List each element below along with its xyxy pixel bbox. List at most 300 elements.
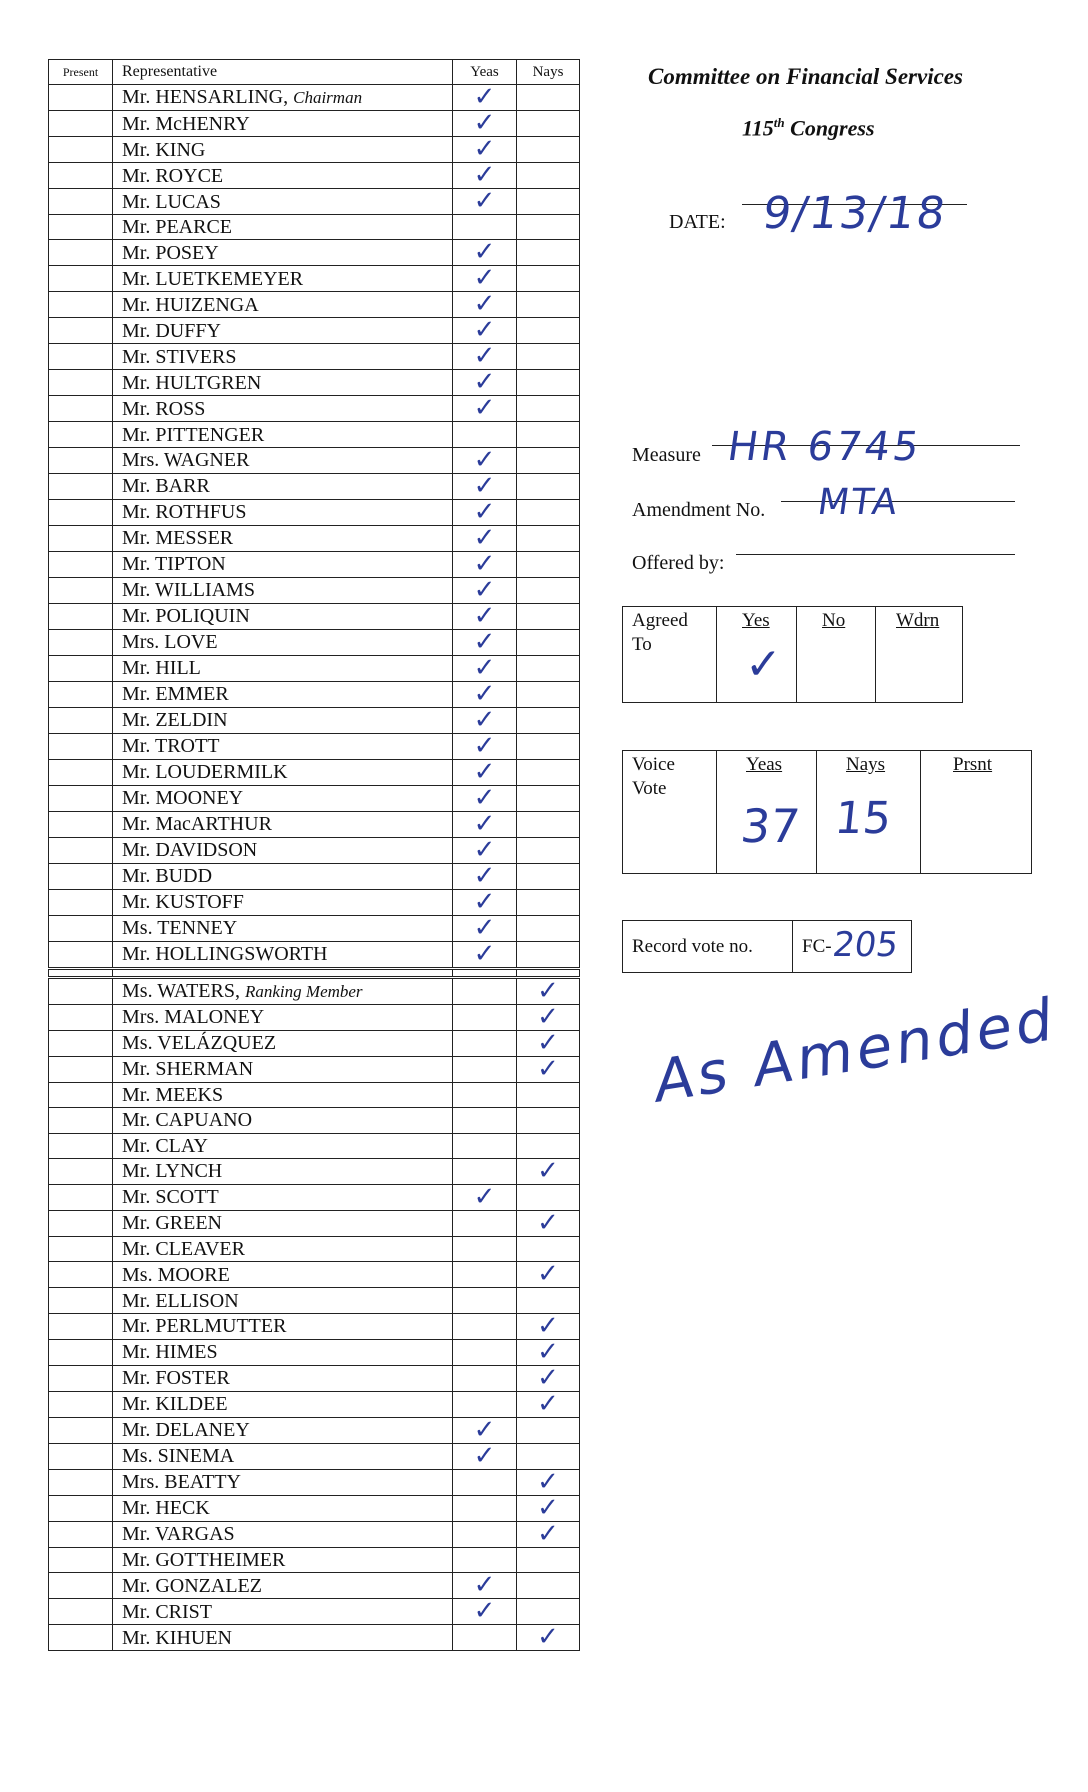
yea-cell[interactable] — [453, 1443, 517, 1469]
representative-name: Mr. GONZALEZ — [122, 1574, 262, 1597]
representative-cell — [113, 681, 453, 707]
present-cell[interactable] — [49, 941, 113, 968]
amendment-value[interactable]: MTA — [815, 482, 902, 523]
voice-label-line2: Vote — [632, 778, 667, 799]
yea-cell[interactable] — [453, 733, 517, 759]
yea-cell[interactable] — [453, 344, 517, 370]
present-cell[interactable] — [49, 163, 113, 189]
nay-cell[interactable] — [517, 811, 580, 837]
representative-cell — [113, 1210, 453, 1236]
yea-check-mark: ✓ — [473, 577, 496, 604]
agreed-yes-check: ✓ — [745, 639, 782, 690]
yea-check-mark: ✓ — [473, 551, 496, 578]
nay-cell[interactable] — [517, 447, 580, 473]
yea-cell[interactable] — [453, 499, 517, 525]
nay-cell[interactable] — [517, 1108, 580, 1133]
representative-name: Mr. ROYCE — [122, 164, 224, 187]
present-cell[interactable] — [49, 1030, 113, 1056]
table-row — [49, 863, 580, 889]
yea-cell[interactable] — [453, 1495, 517, 1521]
representative-name: Mrs. BEATTY — [122, 1471, 241, 1494]
nay-cell[interactable] — [517, 1625, 580, 1651]
nay-cell[interactable] — [517, 85, 580, 111]
nay-cell[interactable] — [517, 189, 580, 215]
nay-cell[interactable] — [517, 1133, 580, 1158]
representative-cell — [113, 603, 453, 629]
yea-cell[interactable] — [453, 1108, 517, 1133]
representative-name: Mr. ZELDIN — [122, 709, 228, 732]
present-cell[interactable] — [49, 1547, 113, 1572]
representative-cell — [113, 266, 453, 292]
nay-cell[interactable] — [517, 163, 580, 189]
representative-cell — [113, 707, 453, 733]
nay-cell[interactable] — [517, 1184, 580, 1210]
agreed-no-label: No — [822, 610, 846, 631]
present-cell[interactable] — [49, 811, 113, 837]
nay-cell[interactable] — [517, 733, 580, 759]
table-row — [49, 655, 580, 681]
nay-cell[interactable] — [517, 551, 580, 577]
handwritten-note: As Amended — [654, 983, 1057, 1117]
nay-check-mark: ✓ — [537, 1261, 559, 1288]
nay-cell[interactable] — [517, 1469, 580, 1495]
yea-cell[interactable] — [453, 215, 517, 240]
yea-cell[interactable] — [453, 759, 517, 785]
nay-cell[interactable] — [517, 525, 580, 551]
present-cell[interactable] — [49, 759, 113, 785]
yea-check-mark: ✓ — [473, 1417, 496, 1444]
nay-cell[interactable] — [517, 941, 580, 968]
yea-cell[interactable] — [453, 863, 517, 889]
voice-prsnt-cell[interactable] — [920, 751, 993, 873]
representative-name: Mr. MESSER — [122, 527, 234, 550]
representative-cell — [113, 1313, 453, 1339]
representative-cell — [113, 941, 453, 968]
nay-cell[interactable] — [517, 577, 580, 603]
yea-cell[interactable] — [453, 137, 517, 163]
present-cell[interactable] — [49, 137, 113, 163]
committee-title: Committee on Financial Services — [648, 64, 963, 89]
yea-cell[interactable] — [453, 915, 517, 941]
yea-cell[interactable] — [453, 681, 517, 707]
table-row — [49, 1521, 580, 1547]
present-cell[interactable] — [49, 85, 113, 111]
table-row — [49, 1365, 580, 1391]
representative-name: Ms. MOORE — [122, 1263, 230, 1286]
present-cell[interactable] — [49, 1599, 113, 1625]
table-row — [49, 1082, 580, 1107]
present-cell[interactable] — [49, 422, 113, 447]
table-row — [49, 266, 580, 292]
yea-check-mark: ✓ — [473, 811, 496, 838]
representative-name: Mr. DAVIDSON — [122, 839, 258, 862]
yea-cell[interactable] — [453, 1056, 517, 1082]
agreed-yes-label: Yes — [742, 610, 770, 631]
agreed-yes-cell[interactable] — [716, 607, 782, 702]
representative-cell — [113, 977, 453, 1004]
nay-cell[interactable] — [517, 603, 580, 629]
yea-cell[interactable] — [453, 292, 517, 318]
representative-name: Mr. BUDD — [122, 865, 213, 888]
nay-cell[interactable] — [517, 977, 580, 1004]
yea-check-mark: ✓ — [473, 136, 496, 163]
roll-call-body — [49, 85, 580, 1651]
yea-cell[interactable] — [453, 1573, 517, 1599]
table-row — [49, 1469, 580, 1495]
present-cell[interactable] — [49, 447, 113, 473]
representative-cell — [113, 863, 453, 889]
yea-cell[interactable] — [453, 1133, 517, 1158]
representative-cell — [113, 525, 453, 551]
representative-cell — [113, 1262, 453, 1288]
nay-cell[interactable] — [517, 759, 580, 785]
yea-cell[interactable] — [453, 1547, 517, 1572]
representative-cell — [113, 1443, 453, 1469]
nay-cell[interactable] — [517, 1339, 580, 1365]
present-cell[interactable] — [49, 1417, 113, 1443]
representative-name: Mr. POSEY — [122, 241, 219, 264]
table-row — [49, 1573, 580, 1599]
representative-cell — [113, 551, 453, 577]
measure-label: Measure — [632, 444, 701, 466]
nay-cell[interactable] — [517, 215, 580, 240]
representative-cell — [113, 811, 453, 837]
nay-cell[interactable] — [517, 1495, 580, 1521]
present-cell[interactable] — [49, 1210, 113, 1236]
present-cell[interactable] — [49, 318, 113, 344]
representative-cell — [113, 1158, 453, 1184]
yea-cell[interactable] — [453, 447, 517, 473]
table-row — [49, 137, 580, 163]
present-cell[interactable] — [49, 889, 113, 915]
nay-cell[interactable] — [517, 681, 580, 707]
table-row — [49, 1030, 580, 1056]
present-cell[interactable] — [49, 785, 113, 811]
present-cell[interactable] — [49, 189, 113, 215]
yea-cell[interactable] — [453, 189, 517, 215]
yea-cell[interactable] — [453, 1625, 517, 1651]
present-cell[interactable] — [49, 1625, 113, 1651]
nay-cell[interactable] — [517, 1236, 580, 1261]
representative-cell — [113, 111, 453, 137]
yea-check-mark: ✓ — [473, 239, 496, 266]
present-cell[interactable] — [49, 551, 113, 577]
present-cell[interactable] — [49, 1495, 113, 1521]
table-row — [49, 215, 580, 240]
yea-cell[interactable] — [453, 318, 517, 344]
nay-cell[interactable] — [517, 837, 580, 863]
table-row — [49, 1004, 580, 1030]
yea-check-mark: ✓ — [473, 837, 496, 864]
representative-name: Mr. GOTTHEIMER — [122, 1548, 286, 1571]
representative-name: Mr. LUCAS — [122, 190, 221, 213]
yea-check-mark: ✓ — [473, 889, 496, 916]
representative-cell — [113, 137, 453, 163]
present-cell[interactable] — [49, 1288, 113, 1313]
yea-cell[interactable] — [453, 811, 517, 837]
offered-label: Offered by: — [632, 552, 725, 574]
yea-cell[interactable] — [453, 577, 517, 603]
nay-cell[interactable] — [517, 1547, 580, 1572]
yea-cell[interactable] — [453, 655, 517, 681]
present-cell[interactable] — [49, 1262, 113, 1288]
present-cell[interactable] — [49, 863, 113, 889]
table-row — [49, 707, 580, 733]
separator-cell — [517, 968, 580, 977]
present-cell[interactable] — [49, 344, 113, 370]
representative-name: Mr. EMMER — [122, 683, 229, 706]
representative-name: Mr. CAPUANO — [122, 1109, 253, 1132]
present-cell[interactable] — [49, 1521, 113, 1547]
yea-check-mark: ✓ — [473, 499, 496, 526]
nay-cell[interactable] — [517, 655, 580, 681]
nay-cell[interactable] — [517, 292, 580, 318]
present-cell[interactable] — [49, 499, 113, 525]
nay-check-mark: ✓ — [537, 1521, 559, 1548]
nay-cell[interactable] — [517, 889, 580, 915]
nay-cell[interactable] — [517, 1599, 580, 1625]
nay-cell[interactable] — [517, 1158, 580, 1184]
nay-cell[interactable] — [517, 863, 580, 889]
yea-cell[interactable] — [453, 977, 517, 1004]
yea-cell[interactable] — [453, 1599, 517, 1625]
yea-cell[interactable] — [453, 603, 517, 629]
nay-cell[interactable] — [517, 344, 580, 370]
nay-cell[interactable] — [517, 1056, 580, 1082]
nay-check-mark: ✓ — [537, 1365, 559, 1392]
yea-cell[interactable] — [453, 85, 517, 111]
yea-cell[interactable] — [453, 629, 517, 655]
voice-nays-cell[interactable] — [816, 751, 894, 873]
date-label: DATE: — [669, 211, 726, 233]
nay-cell[interactable] — [517, 1443, 580, 1469]
table-row — [49, 499, 580, 525]
present-cell[interactable] — [49, 1573, 113, 1599]
yea-check-mark: ✓ — [473, 603, 496, 630]
yea-cell[interactable] — [453, 889, 517, 915]
voice-yeas-label: Yeas — [746, 754, 783, 775]
present-cell[interactable] — [49, 1108, 113, 1133]
yea-check-mark: ✓ — [473, 1184, 496, 1211]
nay-cell[interactable] — [517, 1004, 580, 1030]
yea-cell[interactable] — [453, 1184, 517, 1210]
table-row — [49, 941, 580, 968]
table-row — [49, 1184, 580, 1210]
yea-cell[interactable] — [453, 785, 517, 811]
agreed-label-line1: Agreed — [632, 610, 688, 631]
nay-cell[interactable] — [517, 137, 580, 163]
present-cell[interactable] — [49, 473, 113, 499]
nay-cell[interactable] — [517, 318, 580, 344]
representative-title: Ranking Member — [245, 981, 363, 1001]
present-cell[interactable] — [49, 396, 113, 422]
nay-cell[interactable] — [517, 1391, 580, 1417]
table-row — [49, 111, 580, 137]
yea-cell[interactable] — [453, 1313, 517, 1339]
yea-cell[interactable] — [453, 1158, 517, 1184]
nay-cell[interactable] — [517, 1262, 580, 1288]
present-cell[interactable] — [49, 292, 113, 318]
voice-yeas-cell[interactable] — [716, 751, 803, 873]
representative-name: Ms. VELÁZQUEZ — [122, 1032, 277, 1055]
present-cell[interactable] — [49, 1443, 113, 1469]
agreed-wdrn-cell[interactable] — [875, 607, 940, 702]
amendment-label: Amendment No. — [632, 499, 766, 521]
table-row — [49, 447, 580, 473]
yea-cell[interactable] — [453, 1288, 517, 1313]
yea-cell[interactable] — [453, 941, 517, 968]
yea-cell[interactable] — [453, 707, 517, 733]
present-cell[interactable] — [49, 655, 113, 681]
yea-cell[interactable] — [453, 1262, 517, 1288]
present-cell[interactable] — [49, 1056, 113, 1082]
representative-name: Mr. MOONEY — [122, 787, 244, 810]
representative-cell — [113, 1625, 453, 1651]
present-cell[interactable] — [49, 111, 113, 137]
representative-name: Mr. MEEKS — [122, 1083, 224, 1106]
representative-name: Mrs. WAGNER — [122, 449, 250, 472]
yea-cell[interactable] — [453, 1417, 517, 1443]
yea-cell[interactable] — [453, 1339, 517, 1365]
representative-name: Mr. SHERMAN — [122, 1058, 254, 1081]
present-cell[interactable] — [49, 1004, 113, 1030]
present-cell[interactable] — [49, 915, 113, 941]
nay-cell[interactable] — [517, 370, 580, 396]
yea-cell[interactable] — [453, 396, 517, 422]
representative-name: Mr. HECK — [122, 1497, 210, 1520]
present-cell[interactable] — [49, 266, 113, 292]
representative-name: Mr. VARGAS — [122, 1523, 235, 1546]
representative-name: Mr. HOLLINGSWORTH — [122, 943, 328, 966]
present-cell[interactable] — [49, 1236, 113, 1261]
yea-cell[interactable] — [453, 1210, 517, 1236]
separator-cell — [49, 968, 113, 977]
yea-cell[interactable] — [453, 1365, 517, 1391]
nay-check-mark: ✓ — [537, 977, 559, 1005]
yea-cell[interactable] — [453, 111, 517, 137]
table-row — [49, 1108, 580, 1133]
yea-cell[interactable] — [453, 525, 517, 551]
table-row — [49, 1158, 580, 1184]
present-cell[interactable] — [49, 629, 113, 655]
representative-cell — [113, 1365, 453, 1391]
table-row — [49, 189, 580, 215]
present-cell[interactable] — [49, 1184, 113, 1210]
representative-cell — [113, 318, 453, 344]
yea-cell[interactable] — [453, 422, 517, 447]
yea-cell[interactable] — [453, 837, 517, 863]
nay-cell[interactable] — [517, 473, 580, 499]
agreed-no-cell[interactable] — [796, 607, 846, 702]
present-cell[interactable] — [49, 1082, 113, 1107]
nay-cell[interactable] — [517, 1210, 580, 1236]
table-row — [49, 473, 580, 499]
representative-cell — [113, 1056, 453, 1082]
nay-cell[interactable] — [517, 396, 580, 422]
nay-cell[interactable] — [517, 1417, 580, 1443]
representative-name: Mr. CLAY — [122, 1134, 208, 1157]
representative-name: Mr. LOUDERMILK — [122, 761, 288, 784]
representative-name: Mr. TROTT — [122, 735, 220, 758]
nay-cell[interactable] — [517, 422, 580, 447]
present-cell[interactable] — [49, 1339, 113, 1365]
present-cell[interactable] — [49, 733, 113, 759]
yea-cell[interactable] — [453, 1521, 517, 1547]
nay-cell[interactable] — [517, 1521, 580, 1547]
yea-cell[interactable] — [453, 1082, 517, 1107]
congress-title — [742, 115, 875, 141]
nay-cell[interactable] — [517, 499, 580, 525]
voice-yeas-value: 37 — [738, 799, 803, 853]
date-value[interactable]: 9/13/18 — [759, 188, 951, 239]
present-cell[interactable] — [49, 215, 113, 240]
present-cell[interactable] — [49, 240, 113, 266]
nay-cell[interactable] — [517, 1288, 580, 1313]
yea-cell[interactable] — [453, 1469, 517, 1495]
representative-name: Mr. ROSS — [122, 397, 206, 420]
yea-check-mark: ✓ — [473, 1572, 496, 1599]
record-vote-cell[interactable] — [792, 921, 901, 972]
nay-cell[interactable] — [517, 629, 580, 655]
yea-check-mark: ✓ — [473, 473, 496, 500]
yea-cell[interactable] — [453, 163, 517, 189]
representative-cell — [113, 577, 453, 603]
nay-cell[interactable] — [517, 266, 580, 292]
measure-value[interactable]: HR 6745 — [724, 424, 925, 470]
voice-vote-box — [622, 750, 1032, 874]
nay-cell[interactable] — [517, 707, 580, 733]
representative-cell — [113, 629, 453, 655]
present-cell[interactable] — [49, 370, 113, 396]
present-cell[interactable] — [49, 577, 113, 603]
nay-cell[interactable] — [517, 1573, 580, 1599]
present-cell[interactable] — [49, 1469, 113, 1495]
nay-cell[interactable] — [517, 111, 580, 137]
present-cell[interactable] — [49, 977, 113, 1004]
roll-call-table — [48, 59, 580, 1651]
party-separator — [49, 968, 580, 977]
present-cell[interactable] — [49, 1391, 113, 1417]
yea-cell[interactable] — [453, 1236, 517, 1261]
nay-cell[interactable] — [517, 240, 580, 266]
nay-cell[interactable] — [517, 1030, 580, 1056]
yea-cell[interactable] — [453, 266, 517, 292]
yea-cell[interactable] — [453, 1030, 517, 1056]
yea-cell[interactable] — [453, 370, 517, 396]
yea-cell[interactable] — [453, 473, 517, 499]
present-cell[interactable] — [49, 707, 113, 733]
yea-cell[interactable] — [453, 1004, 517, 1030]
nay-cell[interactable] — [517, 915, 580, 941]
yea-cell[interactable] — [453, 551, 517, 577]
present-cell[interactable] — [49, 1313, 113, 1339]
present-cell[interactable] — [49, 603, 113, 629]
nay-cell[interactable] — [517, 785, 580, 811]
present-cell[interactable] — [49, 1365, 113, 1391]
present-cell[interactable] — [49, 1158, 113, 1184]
present-cell[interactable] — [49, 681, 113, 707]
yea-cell[interactable] — [453, 240, 517, 266]
representative-name: Mr. KILDEE — [122, 1393, 228, 1416]
nay-cell[interactable] — [517, 1365, 580, 1391]
present-cell[interactable] — [49, 1133, 113, 1158]
present-cell[interactable] — [49, 525, 113, 551]
representative-cell — [113, 1339, 453, 1365]
yea-cell[interactable] — [453, 1391, 517, 1417]
nay-cell[interactable] — [517, 1313, 580, 1339]
nay-cell[interactable] — [517, 1082, 580, 1107]
present-cell[interactable] — [49, 837, 113, 863]
